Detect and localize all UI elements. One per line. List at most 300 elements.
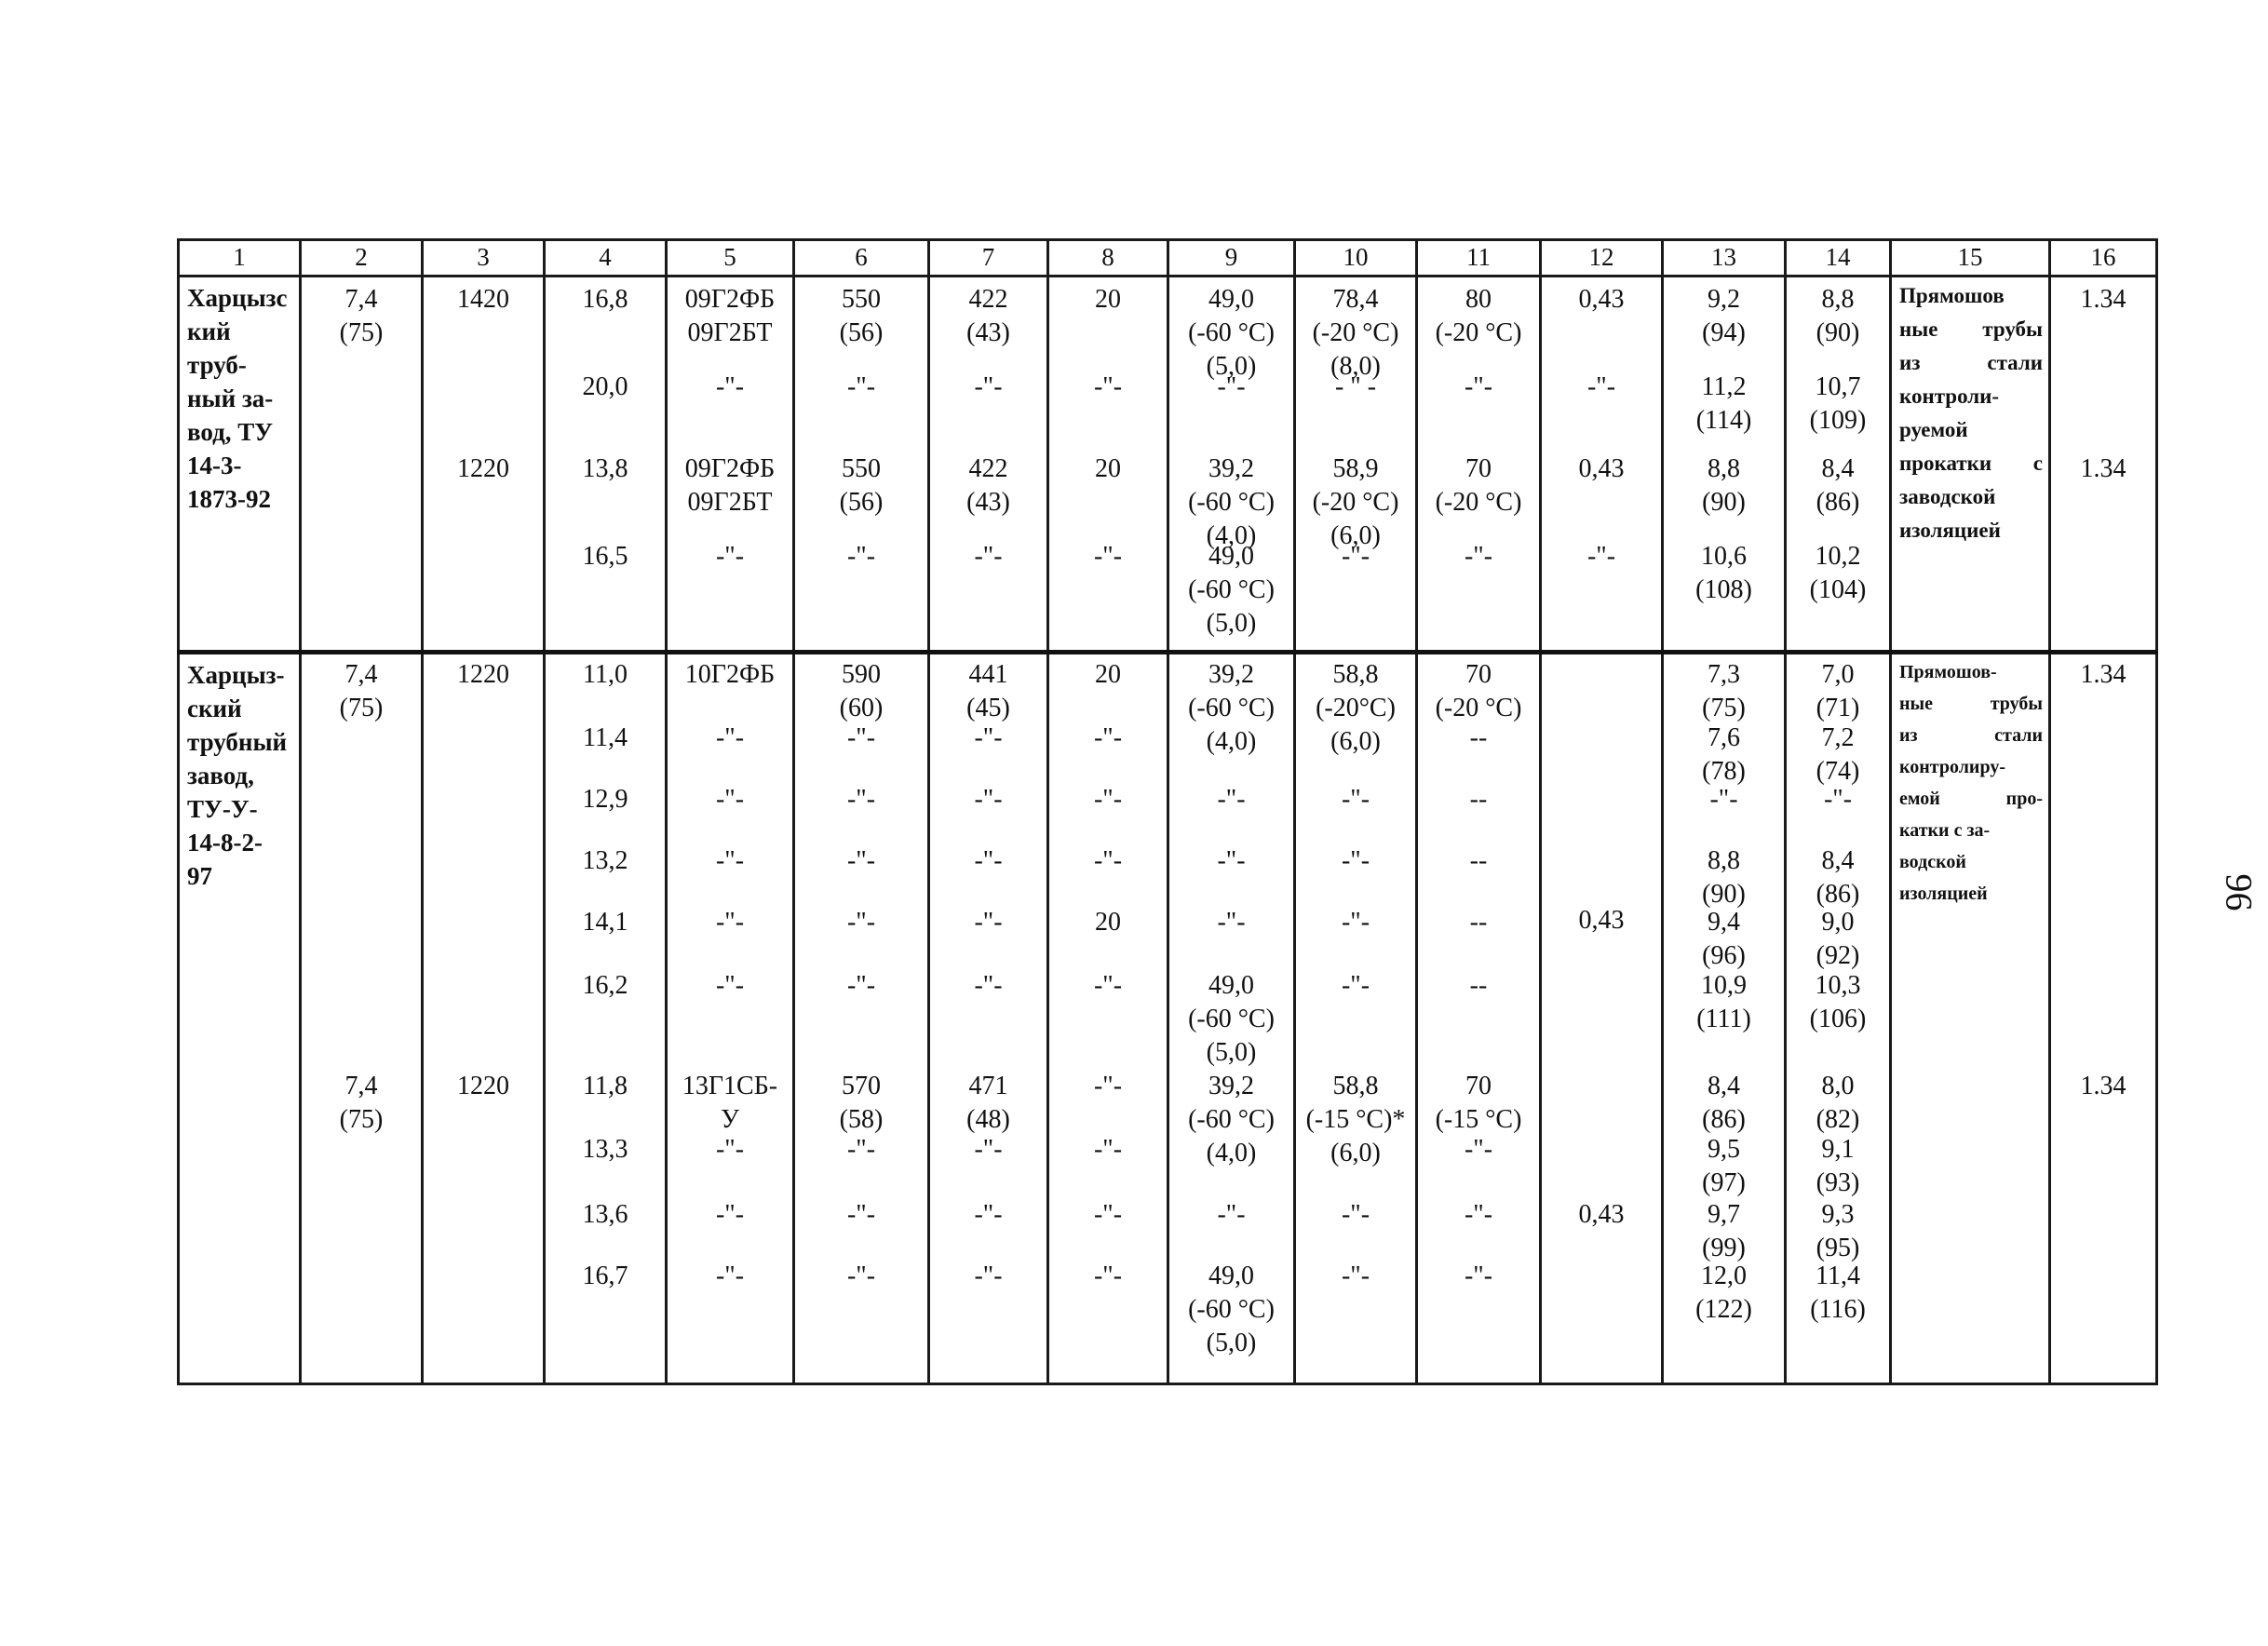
cell-value: -"-: [1093, 1072, 1123, 1100]
cell-value: -"-: [974, 723, 1003, 752]
cell-value: 09Г2ФБ: [684, 285, 776, 314]
cell-value: 16,7: [582, 1261, 628, 1290]
cell-value: (92): [1816, 941, 1860, 970]
cell-value: -"-: [1341, 1200, 1370, 1229]
cell-value: 49,0: [1208, 542, 1254, 571]
cell-value: (45): [966, 694, 1010, 722]
pipe-description: [1892, 277, 2048, 650]
cell-value: (48): [966, 1105, 1010, 1134]
col13-cell: [1663, 653, 1786, 1384]
column-number: 15: [1891, 240, 2050, 277]
manufacturer-name: [180, 277, 299, 650]
pipe-description-line: из стали: [1899, 351, 2043, 374]
cell-value: (-20 °C): [1312, 318, 1399, 347]
col7-cell: [929, 277, 1048, 653]
cell-value: -"-: [1217, 372, 1246, 401]
cell-value: 09Г2ФБ: [684, 454, 776, 483]
pipe-description-line: емой про-: [1899, 789, 2043, 809]
col2-cell: [301, 277, 423, 653]
cell-value: -"-: [1093, 542, 1123, 571]
manufacturer-name-line: ТУ-У-: [187, 795, 258, 823]
cell-value: 1220: [457, 454, 509, 483]
col16-cell: [2050, 653, 2157, 1384]
cell-value: (114): [1695, 406, 1752, 435]
cell-value: (-60 °C): [1188, 694, 1275, 722]
manufacturer-name: [180, 654, 299, 1383]
column-number: 9: [1168, 240, 1295, 277]
cell-value: -"-: [1464, 1135, 1493, 1164]
cell-value: (116): [1810, 1295, 1866, 1324]
col4-cell: [545, 653, 667, 1384]
col9-cell: [1168, 277, 1295, 653]
pipe-description-line: из стали: [1899, 725, 2043, 746]
column-number: 1: [179, 240, 301, 277]
cell-value: -"-: [1341, 908, 1370, 937]
cell-value: 58,8: [1332, 1072, 1379, 1100]
cell-value: 12,0: [1701, 1261, 1747, 1290]
cell-value: 7,4: [344, 1072, 378, 1100]
cell-value: -"-: [715, 908, 745, 937]
cell-value: 11,4: [1816, 1261, 1860, 1290]
manufacturer-name-line: ский: [187, 695, 242, 722]
cell-value: (111): [1696, 1005, 1751, 1033]
cell-value: (-60 °C): [1188, 1295, 1275, 1324]
cell-value: --: [1469, 908, 1488, 937]
cell-value: (-60 °C): [1188, 1005, 1275, 1033]
cell-value: (74): [1816, 757, 1860, 786]
manufacturer-name-line: 14-3-: [187, 452, 242, 479]
cell-value: (-20 °C): [1435, 318, 1522, 347]
cell-value: 1.34: [2080, 660, 2126, 689]
cell-value: -"-: [1586, 372, 1616, 401]
cell-value: (94): [1702, 318, 1746, 347]
cell-value: (58): [839, 1105, 884, 1134]
cell-value: (43): [966, 488, 1010, 517]
pipe-description-line: заводской: [1899, 485, 1996, 508]
cell-value: 16,5: [582, 542, 628, 571]
cell-value: -"-: [1093, 971, 1123, 1000]
cell-value: (99): [1702, 1234, 1746, 1262]
page-number: 96: [2218, 873, 2261, 911]
cell-value: (6,0): [1330, 1139, 1381, 1167]
cell-value: 7,4: [344, 285, 378, 314]
manufacturer-name-line: ный за-: [187, 385, 274, 412]
cell-value: (-60 °C): [1188, 1105, 1275, 1134]
column-number: 16: [2050, 240, 2157, 277]
cell-value: (5,0): [1206, 1038, 1257, 1067]
cell-value: -"-: [1341, 542, 1370, 571]
col7-cell: [929, 653, 1048, 1384]
cell-value: 10,6: [1701, 542, 1747, 571]
col5-cell: [667, 277, 794, 653]
manufacturer-name-line: трубный: [187, 728, 288, 756]
cell-value: -"-: [1217, 785, 1246, 814]
cell-value: 70: [1465, 1072, 1492, 1100]
cell-value: (86): [1816, 880, 1860, 909]
cell-value: -"-: [846, 846, 876, 875]
cell-value: (75): [339, 1105, 384, 1134]
col12-cell: [1541, 653, 1663, 1384]
cell-value: 49,0: [1208, 971, 1254, 1000]
column-number: 5: [667, 240, 794, 277]
column-number-row: [179, 240, 2157, 277]
cell-value: 78,4: [1332, 285, 1379, 314]
col3-cell: [423, 653, 545, 1384]
manufacturer-cell: [179, 277, 301, 653]
column-number: 12: [1541, 240, 1663, 277]
cell-value: 1.34: [2080, 285, 2126, 314]
pipe-description-line: изоляцией: [1899, 519, 2001, 542]
cell-value: 09Г2БТ: [687, 488, 773, 517]
pipe-description-line: контролиру-: [1899, 757, 2005, 777]
pipe-description-line: руемой: [1899, 418, 1968, 441]
cell-value: (93): [1816, 1168, 1860, 1197]
cell-value: 09Г2БТ: [687, 318, 773, 347]
col13-cell: [1663, 277, 1786, 653]
cell-value: --: [1469, 846, 1488, 875]
cell-value: -"-: [1823, 785, 1853, 814]
cell-value: (106): [1809, 1005, 1867, 1033]
cell-value: 10Г2ФБ: [684, 660, 776, 689]
cell-value: 10,9: [1701, 971, 1747, 1000]
cell-value: -"-: [1217, 1200, 1246, 1229]
cell-value: -"-: [715, 542, 745, 571]
cell-value: 8,4: [1821, 846, 1855, 875]
cell-value: -"-: [1341, 785, 1370, 814]
cell-value: -"-: [1093, 785, 1123, 814]
cell-value: (-20°C): [1316, 694, 1396, 722]
cell-value: -"-: [1093, 372, 1123, 401]
cell-value: (-20 °C): [1435, 488, 1522, 517]
cell-value: -"-: [1341, 846, 1370, 875]
cell-value: -"-: [1217, 908, 1246, 937]
cell-value: (90): [1816, 318, 1860, 347]
cell-value: -"-: [846, 971, 876, 1000]
cell-value: 49,0: [1208, 1261, 1254, 1290]
cell-value: 16,8: [582, 285, 628, 314]
cell-value: (56): [839, 488, 884, 517]
column-number: 4: [545, 240, 667, 277]
cell-value: -"-: [1464, 372, 1493, 401]
cell-value: -"-: [715, 1261, 745, 1290]
cell-value: -"-: [974, 372, 1003, 401]
pipe-description-line: ные трубы: [1899, 694, 2043, 714]
cell-value: --: [1469, 723, 1488, 752]
plant-group-row: [179, 277, 2157, 653]
pipe-description-cell: [1891, 277, 2050, 653]
column-number: 14: [1786, 240, 1891, 277]
cell-value: -"-: [715, 785, 745, 814]
cell-value: 422: [968, 285, 1008, 314]
col14-cell: [1786, 277, 1891, 653]
cell-value: -"-: [846, 785, 876, 814]
cell-value: (86): [1816, 488, 1860, 517]
cell-value: -"-: [715, 723, 745, 752]
column-number: 8: [1048, 240, 1168, 277]
cell-value: --: [1469, 785, 1488, 814]
cell-value: (75): [339, 318, 384, 347]
cell-value: (109): [1809, 406, 1867, 435]
cell-value: (75): [339, 694, 384, 722]
cell-value: 10,3: [1815, 971, 1861, 1000]
cell-value: -"-: [1464, 542, 1493, 571]
cell-value: 11,0: [583, 660, 628, 689]
cell-value: 7,0: [1821, 660, 1855, 689]
cell-value: 8,4: [1821, 454, 1855, 483]
cell-value: 1.34: [2080, 1072, 2126, 1100]
column-number: 13: [1663, 240, 1786, 277]
cell-value: 20: [1095, 660, 1121, 689]
col5-cell: [667, 653, 794, 1384]
cell-value: - " -: [1334, 372, 1377, 401]
cell-value: 13,8: [582, 454, 628, 483]
cell-value: 1220: [457, 660, 509, 689]
col12-cell: [1541, 277, 1663, 653]
column-number: 3: [423, 240, 545, 277]
cell-value: 39,2: [1208, 660, 1254, 689]
cell-value: (-15 °C)*: [1305, 1105, 1406, 1134]
cell-value: 550: [842, 285, 881, 314]
cell-value: -"-: [974, 1135, 1003, 1164]
cell-value: -"-: [1341, 1261, 1370, 1290]
cell-value: 39,2: [1208, 1072, 1254, 1100]
cell-value: (95): [1816, 1234, 1860, 1262]
cell-value: -"-: [974, 1200, 1003, 1229]
cell-value: -"-: [715, 1135, 745, 1164]
cell-value: -"-: [1709, 785, 1738, 814]
cell-value: -"-: [974, 908, 1003, 937]
col10-cell: [1295, 277, 1417, 653]
plant-group-row: [179, 653, 2157, 1384]
cell-value: 9,3: [1821, 1200, 1855, 1229]
cell-value: 70: [1465, 454, 1492, 483]
cell-value: -"-: [846, 723, 876, 752]
cell-value: 14,1: [582, 908, 628, 937]
cell-value: (108): [1695, 575, 1752, 604]
pipe-description-line: катки с за-: [1899, 820, 1991, 841]
column-number: 2: [301, 240, 423, 277]
cell-value: (4,0): [1206, 727, 1257, 756]
cell-value: 8,8: [1821, 285, 1855, 314]
manufacturer-name-line: кий: [187, 317, 231, 345]
cell-value: 20: [1095, 454, 1121, 483]
cell-value: 49,0: [1208, 285, 1254, 314]
cell-value: (8,0): [1330, 352, 1381, 381]
cell-value: 0,43: [1578, 285, 1625, 314]
cell-value: 590: [842, 660, 881, 689]
cell-value: 0,43: [1578, 906, 1625, 935]
column-number: 7: [929, 240, 1048, 277]
cell-value: 11,4: [583, 723, 628, 752]
cell-value: (82): [1816, 1105, 1860, 1134]
pipe-description-line: Прямошов: [1899, 284, 2005, 307]
cell-value: -"-: [846, 1261, 876, 1290]
cell-value: (75): [1702, 694, 1746, 722]
col3-cell: [423, 277, 545, 653]
manufacturer-name-line: завод,: [187, 762, 254, 789]
cell-value: 13,3: [582, 1135, 628, 1164]
cell-value: (96): [1702, 941, 1746, 970]
cell-value: (86): [1702, 1105, 1746, 1134]
cell-value: (5,0): [1206, 352, 1257, 381]
cell-value: -"-: [715, 1200, 745, 1229]
cell-value: -"-: [1093, 1135, 1123, 1164]
cell-value: 16,2: [582, 971, 628, 1000]
cell-value: 9,5: [1708, 1135, 1740, 1164]
cell-value: 8,0: [1821, 1072, 1855, 1100]
cell-value: -"-: [715, 372, 745, 401]
cell-value: -"-: [974, 785, 1003, 814]
col11-cell: [1417, 277, 1541, 653]
cell-value: 471: [968, 1072, 1008, 1100]
pipe-description-line: водской: [1899, 852, 1966, 872]
cell-value: -"-: [1093, 723, 1123, 752]
cell-value: 7,2: [1821, 723, 1855, 752]
cell-value: 39,2: [1208, 454, 1254, 483]
cell-value: 11,8: [583, 1072, 628, 1100]
pipe-description-line: изоляцией: [1899, 884, 1988, 904]
pipe-specification-table: [177, 238, 2158, 1385]
cell-value: 9,0: [1821, 908, 1855, 937]
cell-value: (97): [1702, 1168, 1746, 1197]
cell-value: -"-: [974, 971, 1003, 1000]
manufacturer-cell: [179, 653, 301, 1384]
cell-value: 10,2: [1815, 542, 1861, 571]
col2-cell: [301, 653, 423, 1384]
cell-value: -"-: [715, 971, 745, 1000]
cell-value: -"-: [1217, 846, 1246, 875]
cell-value: -"-: [846, 372, 876, 401]
cell-value: (-60 °C): [1188, 575, 1275, 604]
cell-value: 8,8: [1708, 454, 1740, 483]
cell-value: (4,0): [1206, 521, 1257, 550]
cell-value: (-60 °C): [1188, 488, 1275, 517]
cell-value: (122): [1695, 1295, 1752, 1324]
cell-value: 9,4: [1708, 908, 1740, 937]
cell-value: 7,3: [1708, 660, 1740, 689]
cell-value: 13,6: [582, 1200, 628, 1229]
col8-cell: [1048, 653, 1168, 1384]
cell-value: 58,9: [1332, 454, 1379, 483]
cell-value: (104): [1809, 575, 1867, 604]
manufacturer-name-line: 1873-92: [187, 485, 271, 513]
column-number: 6: [794, 240, 929, 277]
cell-value: -"-: [846, 1135, 876, 1164]
column-number: 11: [1417, 240, 1541, 277]
pipe-description-line: ные трубы: [1899, 317, 2043, 341]
col6-cell: [794, 277, 929, 653]
cell-value: 9,2: [1708, 285, 1740, 314]
col4-cell: [545, 277, 667, 653]
cell-value: -"-: [715, 846, 745, 875]
col11-cell: [1417, 653, 1541, 1384]
cell-value: 9,7: [1708, 1200, 1740, 1229]
cell-value: 11,2: [1701, 372, 1747, 401]
cell-value: 58,8: [1332, 660, 1379, 689]
cell-value: (5,0): [1206, 609, 1257, 638]
pipe-description-line: прокатки с: [1899, 452, 2043, 475]
col8-cell: [1048, 277, 1168, 653]
cell-value: 7,4: [344, 660, 378, 689]
pipe-description-cell: [1891, 653, 2050, 1384]
cell-value: 550: [842, 454, 881, 483]
cell-value: 1.34: [2080, 454, 2126, 483]
manufacturer-name-line: 14-8-2-: [187, 829, 263, 857]
cell-value: -"-: [846, 542, 876, 571]
cell-value: (6,0): [1330, 521, 1381, 550]
cell-value: 13Г1СБ-: [682, 1072, 778, 1100]
cell-value: (43): [966, 318, 1010, 347]
cell-value: 9,1: [1821, 1135, 1855, 1164]
cell-value: (78): [1702, 757, 1746, 786]
manufacturer-name-line: вод, ТУ: [187, 418, 274, 446]
cell-value: -"-: [846, 1200, 876, 1229]
cell-value: -"-: [1093, 1200, 1123, 1229]
cell-value: -"-: [846, 908, 876, 937]
cell-value: (60): [839, 694, 884, 722]
manufacturer-name-line: Харцыз-: [187, 661, 285, 689]
cell-value: 70: [1465, 660, 1492, 689]
cell-value: 8,4: [1708, 1072, 1740, 1100]
manufacturer-name-line: труб-: [187, 351, 247, 379]
column-number: 10: [1295, 240, 1417, 277]
cell-value: 0,43: [1578, 1200, 1625, 1229]
pipe-description: [1892, 654, 2048, 1383]
cell-value: 10,7: [1815, 372, 1861, 401]
cell-value: У: [721, 1105, 739, 1134]
cell-value: (4,0): [1206, 1139, 1257, 1167]
cell-value: 570: [842, 1072, 881, 1100]
pipe-description-line: контроли-: [1899, 385, 2000, 408]
cell-value: 8,8: [1708, 846, 1740, 875]
col6-cell: [794, 653, 929, 1384]
cell-value: (-60 °C): [1188, 318, 1275, 347]
cell-value: (-15 °C): [1435, 1105, 1522, 1134]
col10-cell: [1295, 653, 1417, 1384]
cell-value: 80: [1465, 285, 1492, 314]
cell-value: (90): [1702, 488, 1746, 517]
cell-value: (56): [839, 318, 884, 347]
cell-value: 20: [1095, 908, 1121, 937]
manufacturer-name-line: Харцызс: [187, 284, 288, 312]
cell-value: (-20 °C): [1312, 488, 1399, 517]
cell-value: 12,9: [582, 785, 628, 814]
cell-value: 1420: [457, 285, 509, 314]
col14-cell: [1786, 653, 1891, 1384]
cell-value: (-20 °C): [1435, 694, 1522, 722]
pipe-description-line: Прямошов-: [1899, 662, 1997, 682]
cell-value: -"-: [974, 542, 1003, 571]
cell-value: (71): [1816, 694, 1860, 722]
cell-value: 422: [968, 454, 1008, 483]
cell-value: -"-: [1464, 1200, 1493, 1229]
col16-cell: [2050, 277, 2157, 653]
cell-value: 20,0: [582, 372, 628, 401]
cell-value: -"-: [1464, 1261, 1493, 1290]
manufacturer-name-line: 97: [187, 862, 212, 890]
cell-value: --: [1469, 971, 1488, 1000]
cell-value: 441: [968, 660, 1008, 689]
cell-value: -"-: [1341, 971, 1370, 1000]
cell-value: -"-: [974, 846, 1003, 875]
cell-value: -"-: [974, 1261, 1003, 1290]
cell-value: 7,6: [1708, 723, 1740, 752]
cell-value: 1220: [457, 1072, 509, 1100]
cell-value: -"-: [1093, 846, 1123, 875]
col9-cell: [1168, 653, 1295, 1384]
cell-value: 0,43: [1578, 454, 1625, 483]
cell-value: 13,2: [582, 846, 628, 875]
